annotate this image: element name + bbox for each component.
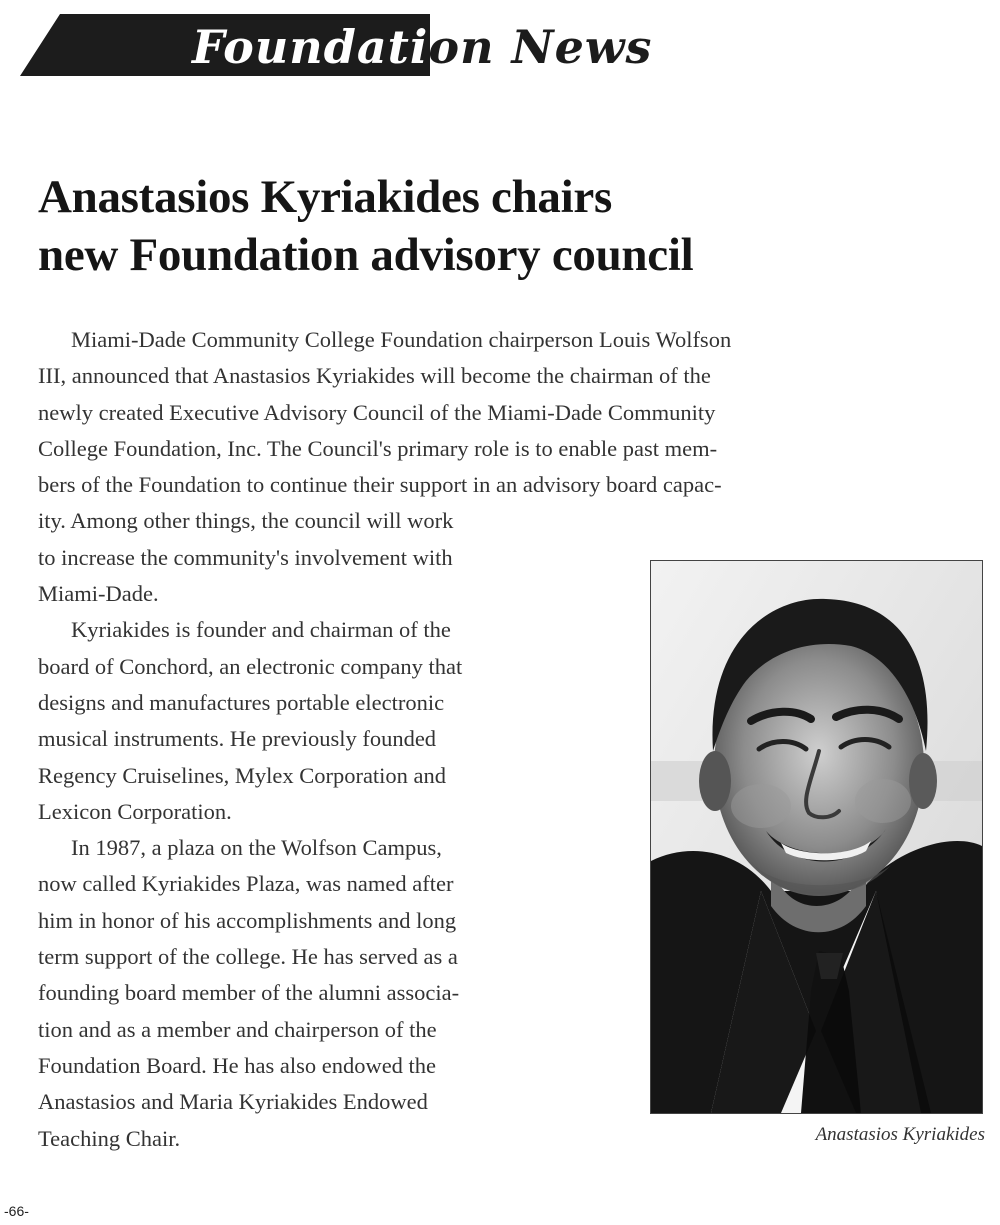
article-line: Foundation Board. He has also endowed the xyxy=(38,1052,437,1078)
page-number: -66- xyxy=(4,1203,29,1219)
masthead xyxy=(20,14,653,76)
article-line: III, announced that Anastasios Kyriakides will become the chairman of the xyxy=(38,363,711,389)
article-line: ity. Among other things, the council will work xyxy=(38,508,454,534)
article-line: Regency Cruiselines, Mylex Corporation and xyxy=(38,762,447,788)
article-line: musical instruments. He previously founded xyxy=(38,726,437,752)
article-headline xyxy=(38,168,958,284)
masthead-title-left: Foundati xyxy=(192,20,429,74)
article-line: to increase the community's involvement with xyxy=(38,544,453,570)
headline-line-2: new Foundation advisory council xyxy=(38,229,694,281)
headline-line-1: Anastasios Kyriakides chairs xyxy=(38,171,612,223)
article-line: founding board member of the alumni associa- xyxy=(38,980,460,1006)
article-line: In 1987, a plaza on the Wolfson Campus, xyxy=(71,835,442,861)
article-line: board of Conchord, an electronic company that xyxy=(38,653,463,679)
article-line: now called Kyriakides Plaza, was named after xyxy=(38,871,454,897)
article-line: Miami-Dade Community College Foundation chairperson Louis Wolfson xyxy=(71,327,732,352)
article-line: Teaching Chair. xyxy=(38,1125,181,1151)
article-line: Miami-Dade. xyxy=(38,581,159,607)
article-line: bers of the Foundation to continue their support in an advisory board capac- xyxy=(38,472,722,498)
article-line: newly created Executive Advisory Council of the Miami-Dade Community xyxy=(38,399,716,425)
article-line: Anastasios and Maria Kyriakides Endowed xyxy=(38,1089,428,1115)
article-line: designs and manufactures portable electronic xyxy=(38,689,445,715)
masthead-title-right: on News xyxy=(428,20,653,74)
article-line: him in honor of his accomplishments and long xyxy=(38,907,457,933)
article-line: term support of the college. He has served as a xyxy=(38,944,458,970)
photo-caption: Anastasios Kyriakides xyxy=(815,1124,985,1145)
article-line: Kyriakides is founder and chairman of the xyxy=(71,617,451,643)
portrait-photo xyxy=(650,560,983,1114)
article-line: College Foundation, Inc. The Council's primary role is to enable past mem- xyxy=(38,435,718,461)
article-line: Lexicon Corporation. xyxy=(38,798,232,824)
masthead-title xyxy=(192,16,652,78)
article-line: tion and as a member and chairperson of the xyxy=(38,1016,437,1042)
